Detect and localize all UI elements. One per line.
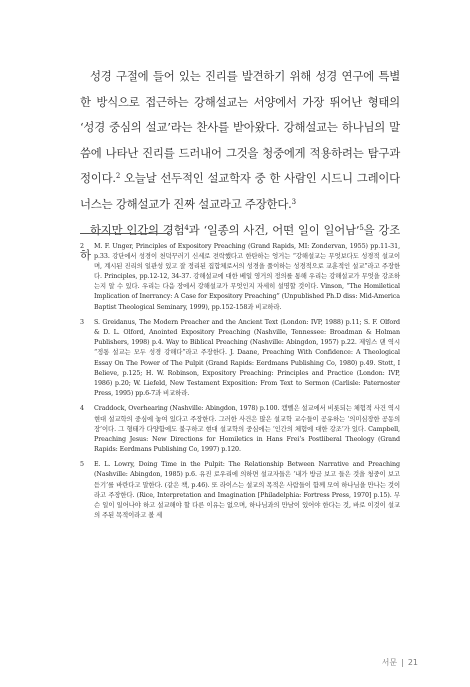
footnote-number: 5	[80, 461, 84, 469]
footnote-ref[interactable]: 3	[291, 197, 296, 206]
footnotes	[80, 242, 400, 526]
footnote-separator	[80, 233, 170, 234]
footnote-ref[interactable]: 5	[359, 223, 364, 232]
footnote-ref[interactable]: 4	[184, 223, 189, 232]
footer-divider: |	[401, 658, 404, 667]
body-text	[80, 64, 400, 269]
footnote	[80, 404, 400, 454]
footnote-number: 3	[80, 319, 84, 327]
page-number: 21	[407, 658, 418, 667]
body-paragraph-2: 하지만 인간의 경험$^4$과 ‘일종의 사건, 어떤 일이 일어남’$^5$을 강조하	[80, 222, 400, 263]
footnote-text: Craddock, Overhearing (Nashville: Abingdon, 1978) p.100. 캠벨은 설교에서 비롯되는 체험적 사건 역시 현대 설교학의 중심에 놓여 있다고 주장한다. 그러한 사건은 많은 설교학 교수들이 공유하는 ‘의미심장한 공동의 장’이다. 그 형태가 다양함에도 불구하고 현대 설교학의 중심에는 ‘인간의 체험에 대한 강조’가 있다. Campbell, Preaching Jesus: New Directions for Homiletics in Hans Frei’s Postliberal Theology (Grand Rapids: Eerdmans Publishing Co, 1997) p.120.	[94, 405, 400, 453]
footnote-number: 2	[80, 243, 84, 250]
footnote	[80, 318, 400, 399]
footnote	[80, 242, 400, 313]
footnote-text: E. L. Lowry, Doing Time in the Pulpit: The Relationship Between Narrative and Preaching (Nashville: Abingdon, 1985) p.6. 유진 로우리에 의하면 설교자들은 ‘내가 방금 보고 들은 것을 청중이 보고 듣기’를 바란다고 말한다. (같은 책, p.46). 또 라이스는 설교의 목적은 사람들이 함께 모여 하나님을 만나는 것이라고 주장한다. (Rice, Interpretation and Imagination [Philadelphia: Fortress Press, 1970] p.15). 무슨 일이 일어나야 하고 설교해야 할 다른 이유는 없으며, 하나님과의 만남이 있어야 한다는 것, 바로 이것이 설교의 주된 목적이라고 볼 세	[94, 461, 400, 519]
footnote-text: S. Greidanus, The Modern Preacher and the Ancient Text (London: IVP, 1988) p.11; S. F. Olford & D. L. Olford, Anointed Expository Preaching (Nashville, Tennessee: Broadman & Holman Publishers, 1998) p.4. Way to Biblical Preaching (Nashville: Abingdon, 1957) p.22. 제임스 댄 역시 “정통 설교는 모두 성경 강해다”라고 주장한다. J. Daane, Preaching With Confidence: A Theological Essay On The Power of The Pulpit (Grand Rapids: Eerdmans Publishing Co, 1980) p.49. Stott, I Believe, p.125; H. W. Robinson, Expository Preaching: Principles and Practice (London: IVP, 1986) p.20; W. Liefeld, New Testament Exposition: From Text to Sermon (Carlisle: Paternoster Press, 1995) pp.6-7과 비교하라.	[94, 319, 400, 397]
footnote-text: M. F. Unger, Principles of Expository Preaching (Grand Rapids, MI: Zondervan, 1955) pp.11-31, p.33. 강단에서 성경이 천덕꾸러기 신세로 전락했다고 한탄하는 엉거는 “강해설교는 무엇보다도 성경적 설교이며, 계시된 진리의 일관성 있고 잘 정리된 집합체로서의 성경을 풀이하는 성경적으로 교훈적인 설교”라고 주장한다. Principles, pp.12-12, 34-37. 강해설교에 대한 베일 영거의 정의를 통해 우리는 강해설교가 무엇을 강조하는지 알 수 있다. 우리는 다음 장에서 강해설교가 무엇인지 자세히 설명할 것이다. Vinson, “The Homiletical Implication of Inerrancy: A Case for Expository Preaching” (Unpublished Ph.D diss: Mid-America Baptist Theological Seminary, 1999), pp.152-158과 비교하라.	[94, 243, 400, 311]
footnote-number: 4	[80, 405, 84, 413]
footnote-ref[interactable]: 2	[115, 172, 121, 181]
page-footer	[382, 657, 418, 668]
footer-section: 서문	[381, 658, 398, 667]
footnote	[80, 460, 400, 521]
body-paragraph-1: 성경 구절에 들어 있는 진리를 발견하기 위해 성경 연구에 특별한 방식으로 접근하는 강해설교는 서양에서 가장 뛰어난 형태의 ‘성경 중심의 설교’라는 찬사를 받아왔다. 강해설교는 하나님의 말씀에 나타난 진리를 드러내어 그것을 청중에게 적용하려는 탐구과정이다.$^2$ 오늘날 선두적인 설교학자 중 한 사람인 시드니 그레이다너스는 강해설교가 진짜 설교라고 주장한다.$^3$	[80, 69, 400, 211]
